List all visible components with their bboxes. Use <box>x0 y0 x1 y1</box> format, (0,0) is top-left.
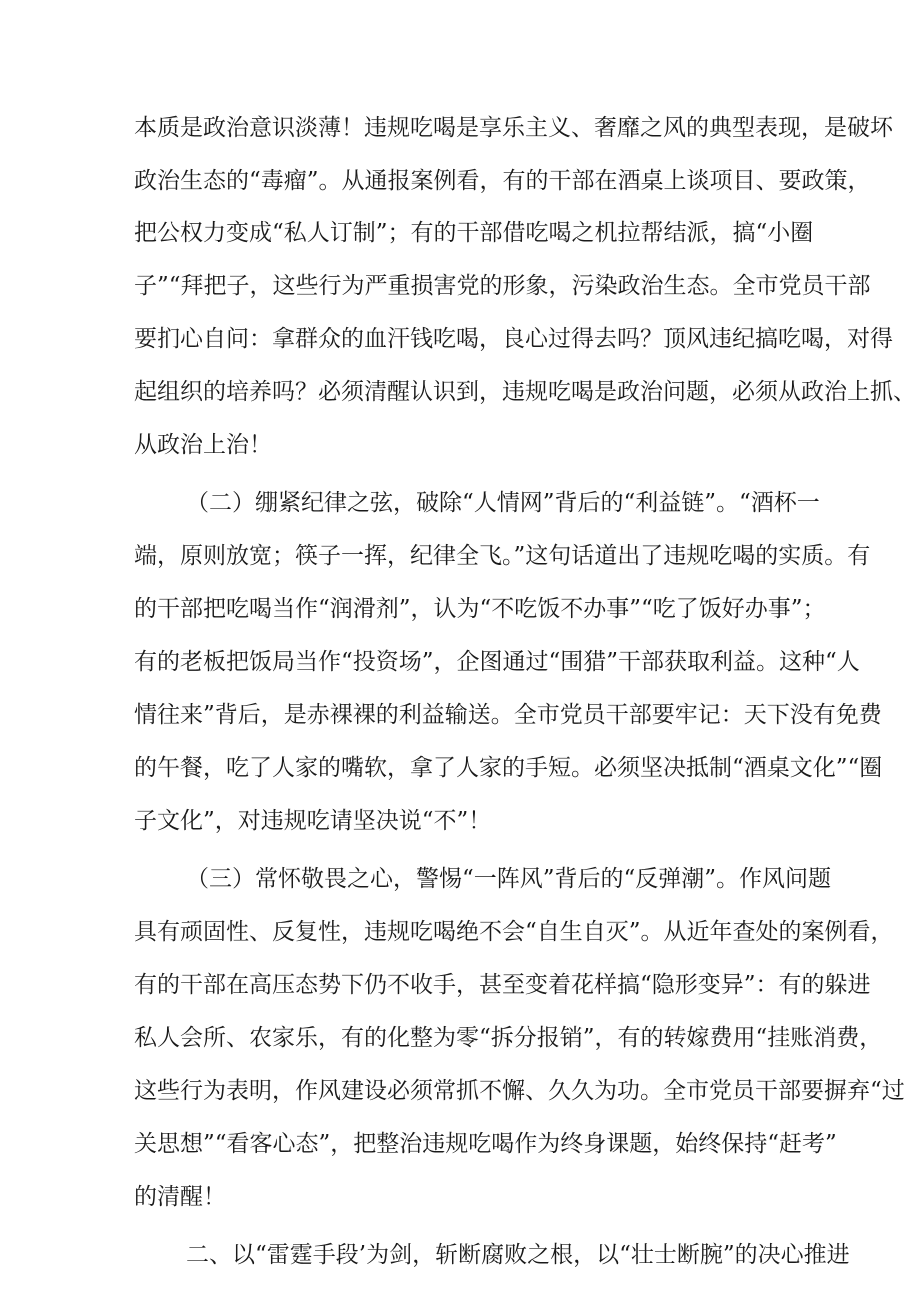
paragraph-heading-3: （三）常怀敬畏之心，警惕“一阵风”背后的“反弹潮”。作风问题 <box>186 866 832 892</box>
text-line: 的清醒！ <box>134 1184 226 1210</box>
text-line: 有的老板把饭局当作“投资场”，企图通过“围猎”干部获取利益。这种“人 <box>134 649 860 675</box>
text-line: 从政治上治！ <box>134 432 272 458</box>
text-line: 有的干部在高压态势下仍不收手，甚至变着花样搞“隐形变异”：有的躲进 <box>134 972 871 998</box>
text-line: 子”“拜把子，这些行为严重损害党的形象，污染政治生态。全市党员干部 <box>134 273 871 299</box>
text-line: 子文化”，对违规吃请坚决说“不”！ <box>134 808 492 834</box>
text-line: 的午餐，吃了人家的嘴软，拿了人家的手短。必须坚决抵制“酒桌文化”“圈 <box>134 755 883 781</box>
text-line: 本质是政治意识淡薄！违规吃喝是享乐主义、奢靡之风的典型表现，是破坏 <box>134 115 893 141</box>
text-line: 端，原则放宽；筷子一挥，纪律全飞。”这句话道出了违规吃喝的实质。有 <box>134 543 871 569</box>
text-line: 的干部把吃喝当作“润滑剂”，认为“不吃饭不办事”“吃了饭好办事”； <box>134 596 826 622</box>
section-heading: 二、以“雷霆手段’为剑，斩断腐败之根，以“壮士断腕”的决心推进 <box>186 1242 850 1268</box>
text-line: 关思想”“看客心态”，把整治违规吃喝作为终身课题，始终保持“赶考” <box>134 1131 837 1157</box>
text-line: 私人会所、农家乐，有的化整为零“拆分报销”，有的转嫁费用“挂账消费， <box>134 1025 883 1051</box>
text-line: 具有顽固性、反复性，违规吃喝绝不会“自生自灭”。从近年查处的案例看， <box>134 919 894 945</box>
text-line: 要扪心自问：拿群众的血汗钱吃喝，良心过得去吗？顶风违纪搞吃喝，对得 <box>134 326 893 352</box>
text-line: 情往来”背后，是赤裸裸的利益输送。全市党员干部要牢记：天下没有免费 <box>134 702 882 728</box>
paragraph-heading-2: （二）绷紧纪律之弦，破除“人情网”背后的“利益链”。“酒杯一 <box>186 490 820 516</box>
text-line: 把公权力变成“私人订制”；有的干部借吃喝之机拉帮结派，搞“小圈 <box>134 220 814 246</box>
text-line: 起组织的培养吗？必须清醒认识到，违规吃喝是政治问题，必须从政治上抓、 <box>134 379 916 405</box>
text-line: 这些行为表明，作风建设必须常抓不懈、久久为功。全市党员干部要摒弃“过 <box>134 1078 905 1104</box>
text-line: 政治生态的“毒瘤”。从通报案例看，有的干部在酒桌上谈项目、要政策， <box>134 168 871 194</box>
